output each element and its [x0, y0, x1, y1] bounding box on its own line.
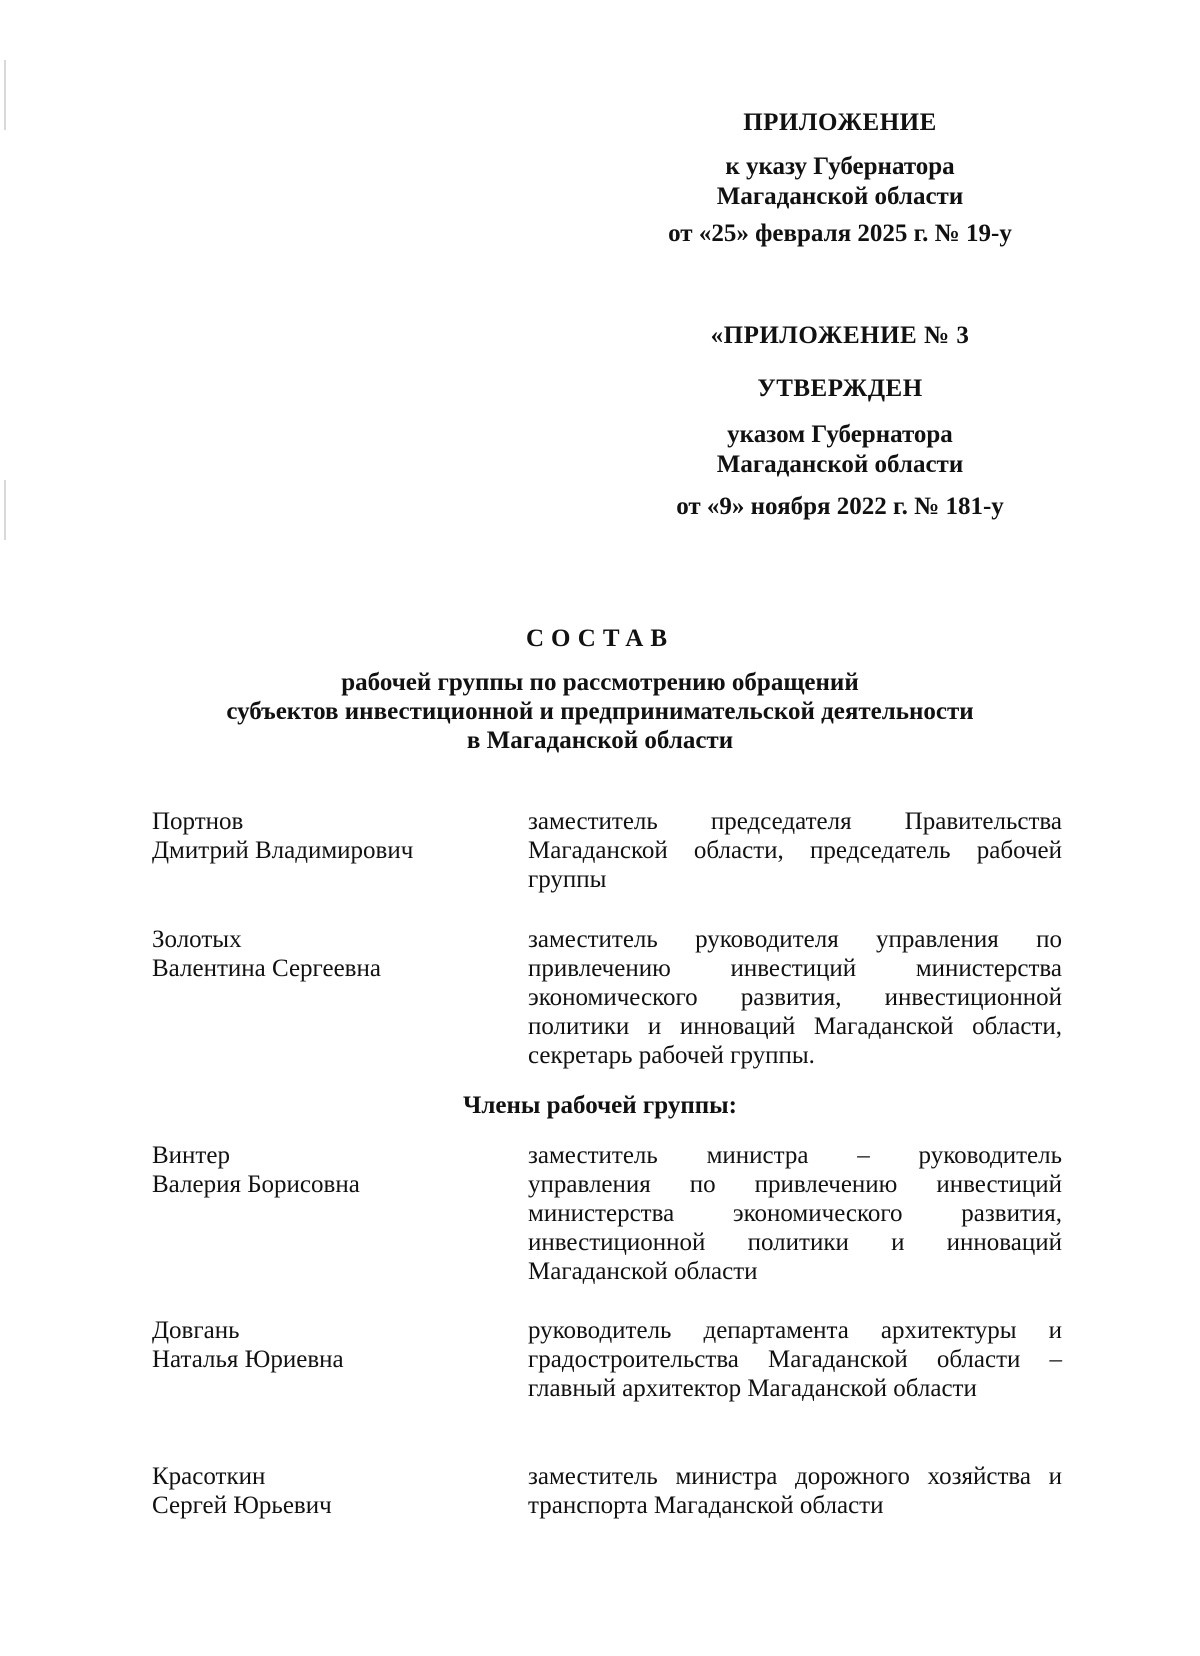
composition-subtitle: [0, 668, 1200, 755]
member-surname: Золотых: [152, 926, 242, 953]
member-given-names: Дмитрий Владимирович: [152, 837, 414, 864]
member-name: [152, 1141, 492, 1199]
composition-subtitle-line2: субъектов инвестиционной и предпринимательской деятельности: [226, 698, 974, 725]
member-given-names: Сергей Юрьевич: [152, 1492, 332, 1519]
appendix-title: [620, 108, 1060, 138]
approved-date-text: от «9» ноября 2022 г. № 181-у: [676, 493, 1004, 520]
member-name: [152, 1462, 492, 1520]
composition-title-text: СОСТАВ: [525, 625, 675, 652]
approved-reference: [620, 420, 1060, 480]
members-heading-text: Члены рабочей группы:: [463, 1092, 737, 1119]
approved-ref-line1: указом Губернатора: [727, 421, 953, 448]
appendix-title-text: ПРИЛОЖЕНИЕ: [743, 109, 937, 136]
scan-artifact: [4, 480, 6, 540]
member-given-names: Наталья Юриевна: [152, 1346, 344, 1373]
appendix-reference: [620, 152, 1060, 212]
appendix-ref-line2: Магаданской области: [716, 183, 964, 210]
members-heading: [0, 1091, 1200, 1121]
composition-subtitle-line1: рабочей группы по рассмотрению обращений: [341, 669, 859, 696]
member-role: руководитель департамента архитектуры и градостроительства Магаданской области – главный архитектор Магаданской области: [528, 1317, 1062, 1402]
previous-appendix-title: [620, 321, 1060, 351]
member-surname: Красоткин: [152, 1463, 266, 1490]
member-name: [152, 925, 492, 983]
member-given-names: Валерия Борисовна: [152, 1171, 360, 1198]
member-role: заместитель министра дорожного хозяйства и транспорта Магаданской области: [528, 1463, 1062, 1519]
approved-ref-line2: Магаданской области: [716, 451, 964, 478]
member-role: заместитель министра – руководитель управления по привлечению инвестиций министерства экономического развития, инвестиционной политики и инноваций Магаданской области: [528, 1142, 1062, 1285]
approved-text: УТВЕРЖДЕН: [757, 375, 923, 402]
appendix-date: [620, 219, 1060, 249]
scan-artifact: [4, 60, 6, 130]
member-name: [152, 1316, 492, 1374]
member-surname: Винтер: [152, 1142, 230, 1169]
approved-date: [620, 492, 1060, 522]
member-surname: Довгань: [152, 1317, 240, 1344]
member-given-names: Валентина Сергеевна: [152, 955, 381, 982]
member-name: [152, 807, 492, 865]
member-role: заместитель руководителя управления по привлечению инвестиций министерства экономического развития, инвестиционной политики и инноваций Магаданской области, секретарь рабочей группы.: [528, 926, 1062, 1069]
appendix-ref-line1: к указу Губернатора: [725, 153, 955, 180]
approved-heading: [620, 374, 1060, 404]
member-role: заместитель председателя Правительства Магаданской области, председатель рабочей группы: [528, 808, 1062, 893]
composition-subtitle-line3: в Магаданской области: [466, 727, 734, 754]
appendix-date-text: от «25» февраля 2025 г. № 19-у: [668, 220, 1012, 247]
previous-appendix-title-text: «ПРИЛОЖЕНИЕ № 3: [710, 322, 970, 349]
composition-title: [0, 624, 1200, 654]
member-surname: Портнов: [152, 808, 244, 835]
